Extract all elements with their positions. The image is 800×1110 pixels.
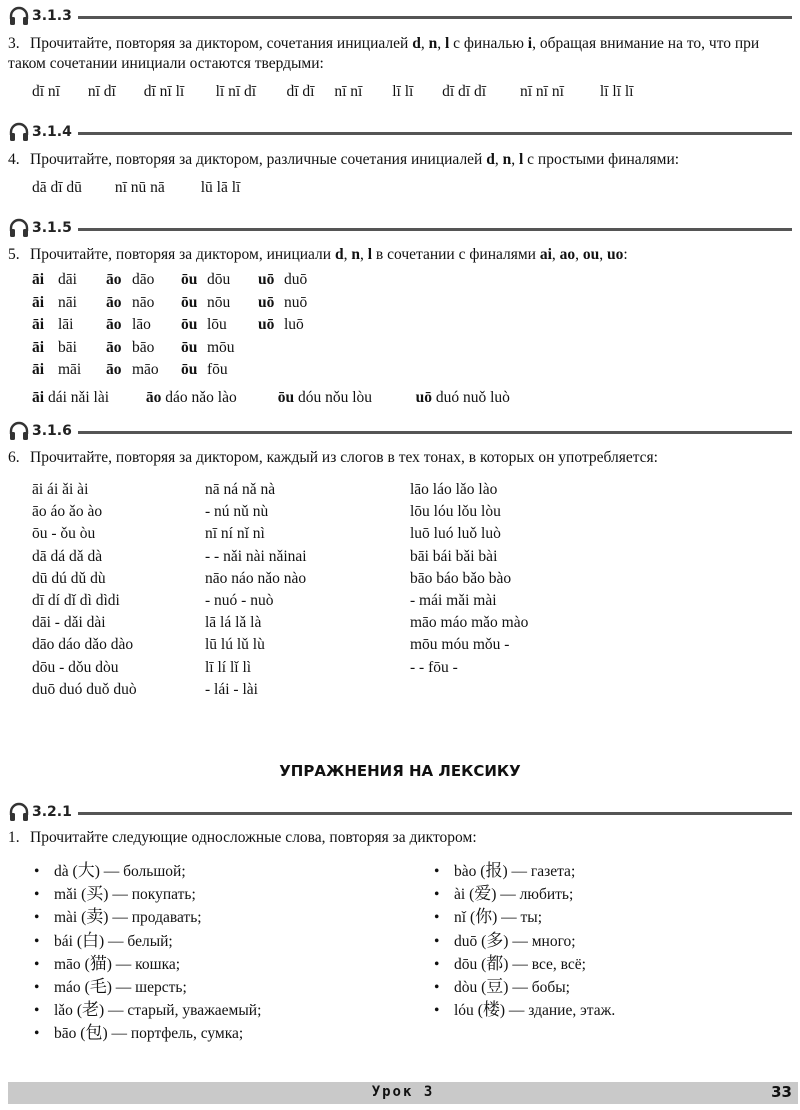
bullet: • (434, 955, 440, 973)
tone-syllables: ōu - ǒu òu (32, 525, 96, 543)
divider (78, 16, 792, 19)
vocab-item: • mǎi (买) — покупать; (32, 883, 196, 907)
vocab-item: • máo (毛) — шерсть; (32, 976, 187, 1000)
pinyin: māo (54, 955, 81, 973)
hanzi: 包 (85, 1023, 103, 1044)
vocab-item: • mài (卖) — продавать; (32, 906, 202, 930)
hanzi: 豆 (486, 977, 504, 997)
bullet: • (34, 863, 40, 880)
finals-cell: āi dāi (32, 271, 77, 288)
exercise-number: 5. (8, 246, 20, 263)
vocab-item: • māo (猫) — кошка; (32, 953, 180, 977)
tone-syllables: duō duó duǒ duò (32, 680, 137, 698)
tone-syllables: - nuó - nuò (205, 592, 274, 609)
finals-cell: ōu lōu (181, 316, 227, 334)
pinyin: máo (54, 979, 81, 996)
exercise-number: 1. (8, 829, 20, 846)
section-header-3-1-3 (8, 6, 792, 26)
exercise-4-instruction: 4. Прочитайте, повторяя за диктором, различные сочетания инициалей d, n, l с простыми финалями: (8, 151, 680, 168)
finals-cell: āi nāi (32, 293, 77, 311)
tone-syllables: bāi bái bǎi bài (410, 547, 498, 565)
bullet: • (34, 955, 40, 973)
bullet: • (434, 932, 440, 950)
tone-syllables: dāo dáo dǎo dào (32, 636, 134, 654)
finals-cell: āi bāi (32, 338, 77, 356)
tone-syllables: - lái - lài (205, 680, 258, 698)
tone-syllables: lōu lóu lǒu lòu (410, 503, 501, 521)
finals-cell: āo nāo (106, 293, 155, 311)
hanzi: 都 (486, 953, 504, 974)
vocab-item: • lǎo (老) — старый, уважаемый; (32, 999, 261, 1023)
hanzi: 你 (475, 907, 493, 928)
pinyin: ài (454, 886, 466, 904)
tone-syllables: dī dí dǐ dì dìdi (32, 592, 120, 609)
hanzi: 白 (81, 930, 99, 951)
vocab-item: • bào (报) — газета; (432, 860, 575, 884)
bullet: • (34, 1002, 40, 1020)
pinyin: lǎo (54, 1002, 73, 1020)
tone-syllables: āo áo ǎo ào (32, 503, 103, 521)
tone-syllables: dāi - dǎi dài (32, 614, 106, 632)
vocab-item: • bái (白) — белый; (32, 930, 173, 954)
finals-cell: āo dāo (106, 271, 155, 288)
hanzi: 毛 (89, 977, 107, 997)
finals-cell: uō duō (258, 271, 308, 288)
bullet: • (34, 1025, 40, 1043)
headphones-icon[interactable] (8, 6, 30, 26)
translation: любить; (519, 886, 574, 904)
section-title: УПРАЖНЕНИЯ НА ЛЕКСИКУ (279, 762, 521, 780)
translation: много; (531, 932, 576, 950)
tone-syllables: lī lí lǐ lì (205, 658, 252, 676)
exercise-1-instruction: 1. Прочитайте следующие односложные слова, повторяя за диктором: (8, 829, 477, 846)
finals-cell: uō luō (258, 316, 304, 334)
exercise-number: 3. (8, 35, 20, 52)
headphones-icon[interactable] (8, 122, 30, 142)
translation: бобы; (531, 979, 570, 996)
section-header-3-1-6 (8, 421, 792, 441)
exercise-6-instruction: 6. Прочитайте, повторяя за диктором, каждый из слогов в тех тонах, в которых он употребляется: (8, 449, 658, 466)
pinyin: bào (454, 863, 477, 880)
translation: кошка; (135, 955, 181, 973)
section-code: 3.1.5 (32, 220, 72, 236)
vocab-item: • duō (多) — много; (432, 930, 576, 954)
tone-syllables: lā lá lǎ là (205, 614, 262, 632)
vocab-item: • dōu (都) — все, всё; (432, 953, 586, 977)
finals-cell: āo bāo (106, 338, 155, 356)
translation: белый; (127, 932, 173, 950)
exercise-4-syllables: dā dī dū nī nū nā lū lā lī (32, 179, 241, 196)
translation: здание, этаж. (528, 1002, 616, 1020)
exercise-number: 6. (8, 449, 20, 466)
finals-cell: āo lāo (106, 316, 151, 334)
bullet: • (34, 979, 40, 996)
vocab-item: • bāo (包) — портфель, сумка; (32, 1022, 243, 1046)
divider (78, 812, 792, 815)
translation: ты; (520, 909, 543, 927)
vocab-item: • nǐ (你) — ты; (432, 906, 542, 930)
tone-syllables: dōu - dǒu dòu (32, 658, 119, 676)
pinyin: duō (454, 932, 478, 950)
translation: шерсть; (135, 979, 187, 996)
hanzi: 报 (485, 861, 503, 881)
tone-syllables: māo máo mǎo mào (410, 614, 529, 632)
pinyin: bāo (54, 1025, 77, 1043)
pinyin: mài (54, 909, 78, 927)
tone-syllables: luō luó luǒ luò (410, 525, 501, 543)
headphones-icon[interactable] (8, 802, 30, 822)
finals-cell: ōu fōu (181, 361, 228, 379)
finals-cell: uō nuō (258, 293, 308, 311)
exercise-3-instruction: 3. Прочитайте, повторяя за диктором, сочетания инициалей d, n, l с финалью i, обращая внимание на то, что при таком сочетании инициали остаются твердыми: (8, 35, 760, 72)
section-header-3-1-5 (8, 218, 792, 238)
translation: покупать; (131, 886, 196, 904)
section-code: 3.2.1 (32, 804, 72, 820)
finals-cell: ōu dōu (181, 271, 231, 288)
hanzi: 猫 (89, 953, 107, 974)
bullet: • (434, 979, 440, 996)
bullet: • (34, 886, 40, 904)
vocab-item: • dòu (豆) — бобы; (432, 976, 570, 1000)
pinyin: mǎi (54, 886, 78, 904)
bullet: • (34, 909, 40, 927)
tone-syllables: dū dú dǔ dù (32, 569, 106, 587)
hanzi: 多 (486, 930, 504, 951)
exercise-5-summary-row: āi dái nǎi lài āo dáo nǎo lào ōu dóu nǒu lòu uō duó nuǒ luò (32, 389, 510, 406)
section-header-3-1-4 (8, 122, 792, 142)
bullet: • (434, 886, 440, 904)
headphones-icon[interactable] (8, 218, 30, 238)
exercise-5-instruction: 5. Прочитайте, повторяя за диктором, инициали d, n, l в сочетании с финалями ai, ao, ou, uo: (8, 246, 628, 263)
hanzi: 老 (81, 1000, 99, 1021)
bullet: • (34, 932, 40, 950)
vocab-item: • lóu (楼) — здание, этаж. (432, 999, 615, 1023)
divider (78, 228, 792, 231)
bullet: • (434, 909, 440, 927)
tone-syllables: lāo láo lǎo lào (410, 481, 498, 498)
translation: портфель, сумка; (130, 1025, 244, 1043)
hanzi: 大 (77, 861, 95, 881)
tone-syllables: dā dá dǎ dà (32, 547, 103, 565)
pinyin: dòu (454, 979, 478, 996)
vocab-item: • dà (大) — большой; (32, 860, 186, 884)
hanzi: 楼 (482, 1000, 500, 1021)
tone-syllables: - - nǎi nài nǎinai (205, 547, 307, 565)
hanzi: 爱 (474, 884, 492, 905)
finals-cell: āi lāi (32, 316, 74, 334)
section-code: 3.1.4 (32, 124, 72, 140)
tone-syllables: lū lú lǔ lù (205, 636, 265, 654)
page-footer (8, 1082, 798, 1104)
tone-syllables: mōu móu mǒu - (410, 636, 510, 654)
pinyin: lóu (454, 1002, 474, 1020)
section-code: 3.1.6 (32, 423, 72, 439)
tone-syllables: nāo náo nǎo nào (205, 569, 307, 587)
tone-syllables: nī ní nǐ nì (205, 525, 265, 543)
translation: большой; (123, 863, 186, 880)
finals-cell: āo māo (106, 361, 159, 379)
lesson-label: Урок 3 (371, 1084, 435, 1100)
tone-syllables: - mái mǎi mài (410, 592, 497, 609)
tone-syllables: bāo báo bǎo bào (410, 569, 512, 587)
translation: газета; (530, 863, 576, 880)
tone-syllables: - - fōu - (410, 658, 458, 676)
hanzi: 买 (86, 884, 104, 905)
headphones-icon[interactable] (8, 421, 30, 441)
exercise-number: 4. (8, 151, 20, 168)
vocab-item: • ài (爱) — любить; (432, 883, 573, 907)
tone-syllables: āi ái ǎi ài (32, 481, 89, 498)
tone-syllables: nā ná nǎ nà (205, 481, 276, 498)
translation: все, всё; (531, 955, 586, 973)
page-number: 33 (771, 1083, 792, 1101)
bullet: • (434, 1002, 440, 1020)
divider (78, 132, 792, 135)
pinyin: dōu (454, 955, 478, 973)
finals-cell: ōu mōu (181, 338, 235, 356)
divider (78, 431, 792, 434)
hanzi: 卖 (86, 907, 104, 928)
pinyin: dà (54, 863, 69, 880)
translation: старый, уважаемый; (127, 1002, 262, 1020)
finals-cell: āi māi (32, 361, 82, 379)
finals-cell: ōu nōu (181, 293, 231, 311)
section-header-3-2-1 (8, 802, 792, 822)
pinyin: nǐ (454, 909, 467, 927)
tone-syllables: - nú nǔ nù (205, 503, 269, 521)
translation: продавать; (131, 909, 202, 927)
section-code: 3.1.3 (32, 8, 72, 24)
exercise-3-syllables: dī nī nī dī dī nī lī lī nī dī dī dī nī nī lī lī dī dī dī nī nī nī lī lī lī (32, 83, 634, 100)
pinyin: bái (54, 932, 73, 950)
bullet: • (434, 863, 440, 880)
